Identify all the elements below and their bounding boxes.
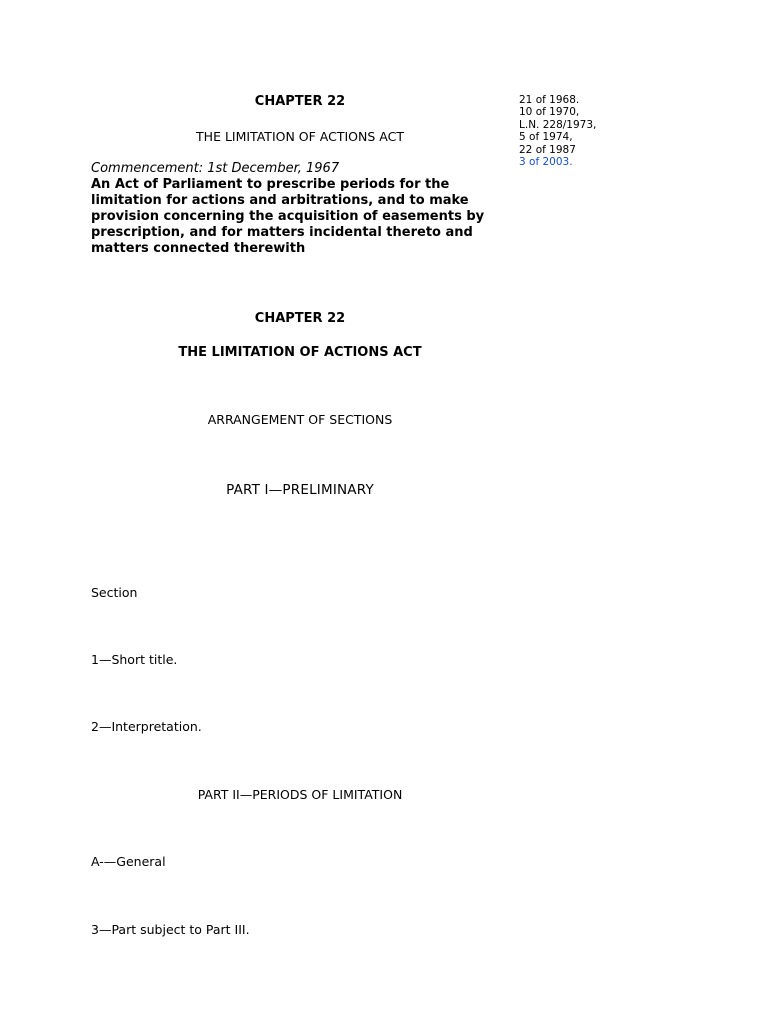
amendment-item: 5 of 1974,: [519, 131, 573, 144]
commencement-date: Commencement: 1st December, 1967: [91, 161, 340, 176]
subpart-a-heading: A-—General: [91, 854, 166, 869]
part-1-heading: PART I—PRELIMINARY: [226, 482, 374, 498]
amendment-sidenote: [519, 94, 596, 168]
chapter-heading: CHAPTER 22: [254, 94, 346, 109]
arrangement-heading: ARRANGEMENT OF SECTIONS: [207, 412, 393, 427]
section-label: Section: [91, 585, 138, 600]
amendment-item: 22 of 1987: [519, 143, 576, 156]
act-title: THE LIMITATION OF ACTIONS ACT: [196, 129, 404, 144]
amendment-link[interactable]: 3 of 2003.: [519, 156, 573, 169]
long-title: An Act of Parliament to prescribe periods for the limitation for actions and arbitrations, and to make provision concerning the acquisition of easements by prescription, and for matters incidental thereto and matters connected therewith: [91, 177, 485, 256]
part-2-heading: PART II—PERIODS OF LIMITATION: [197, 787, 403, 802]
section-1-entry: 1—Short title.: [91, 652, 178, 667]
amendment-item: L.N. 228/1973,: [519, 118, 597, 131]
act-title-bold: THE LIMITATION OF ACTIONS ACT: [178, 345, 422, 360]
section-3-entry: 3—Part subject to Part III.: [91, 922, 250, 937]
amendment-item: 10 of 1970,: [519, 106, 580, 119]
chapter-heading-repeat: CHAPTER 22: [254, 311, 346, 326]
section-2-entry: 2—Interpretation.: [91, 719, 202, 734]
amendment-item: 21 of 1968.: [519, 94, 580, 106]
